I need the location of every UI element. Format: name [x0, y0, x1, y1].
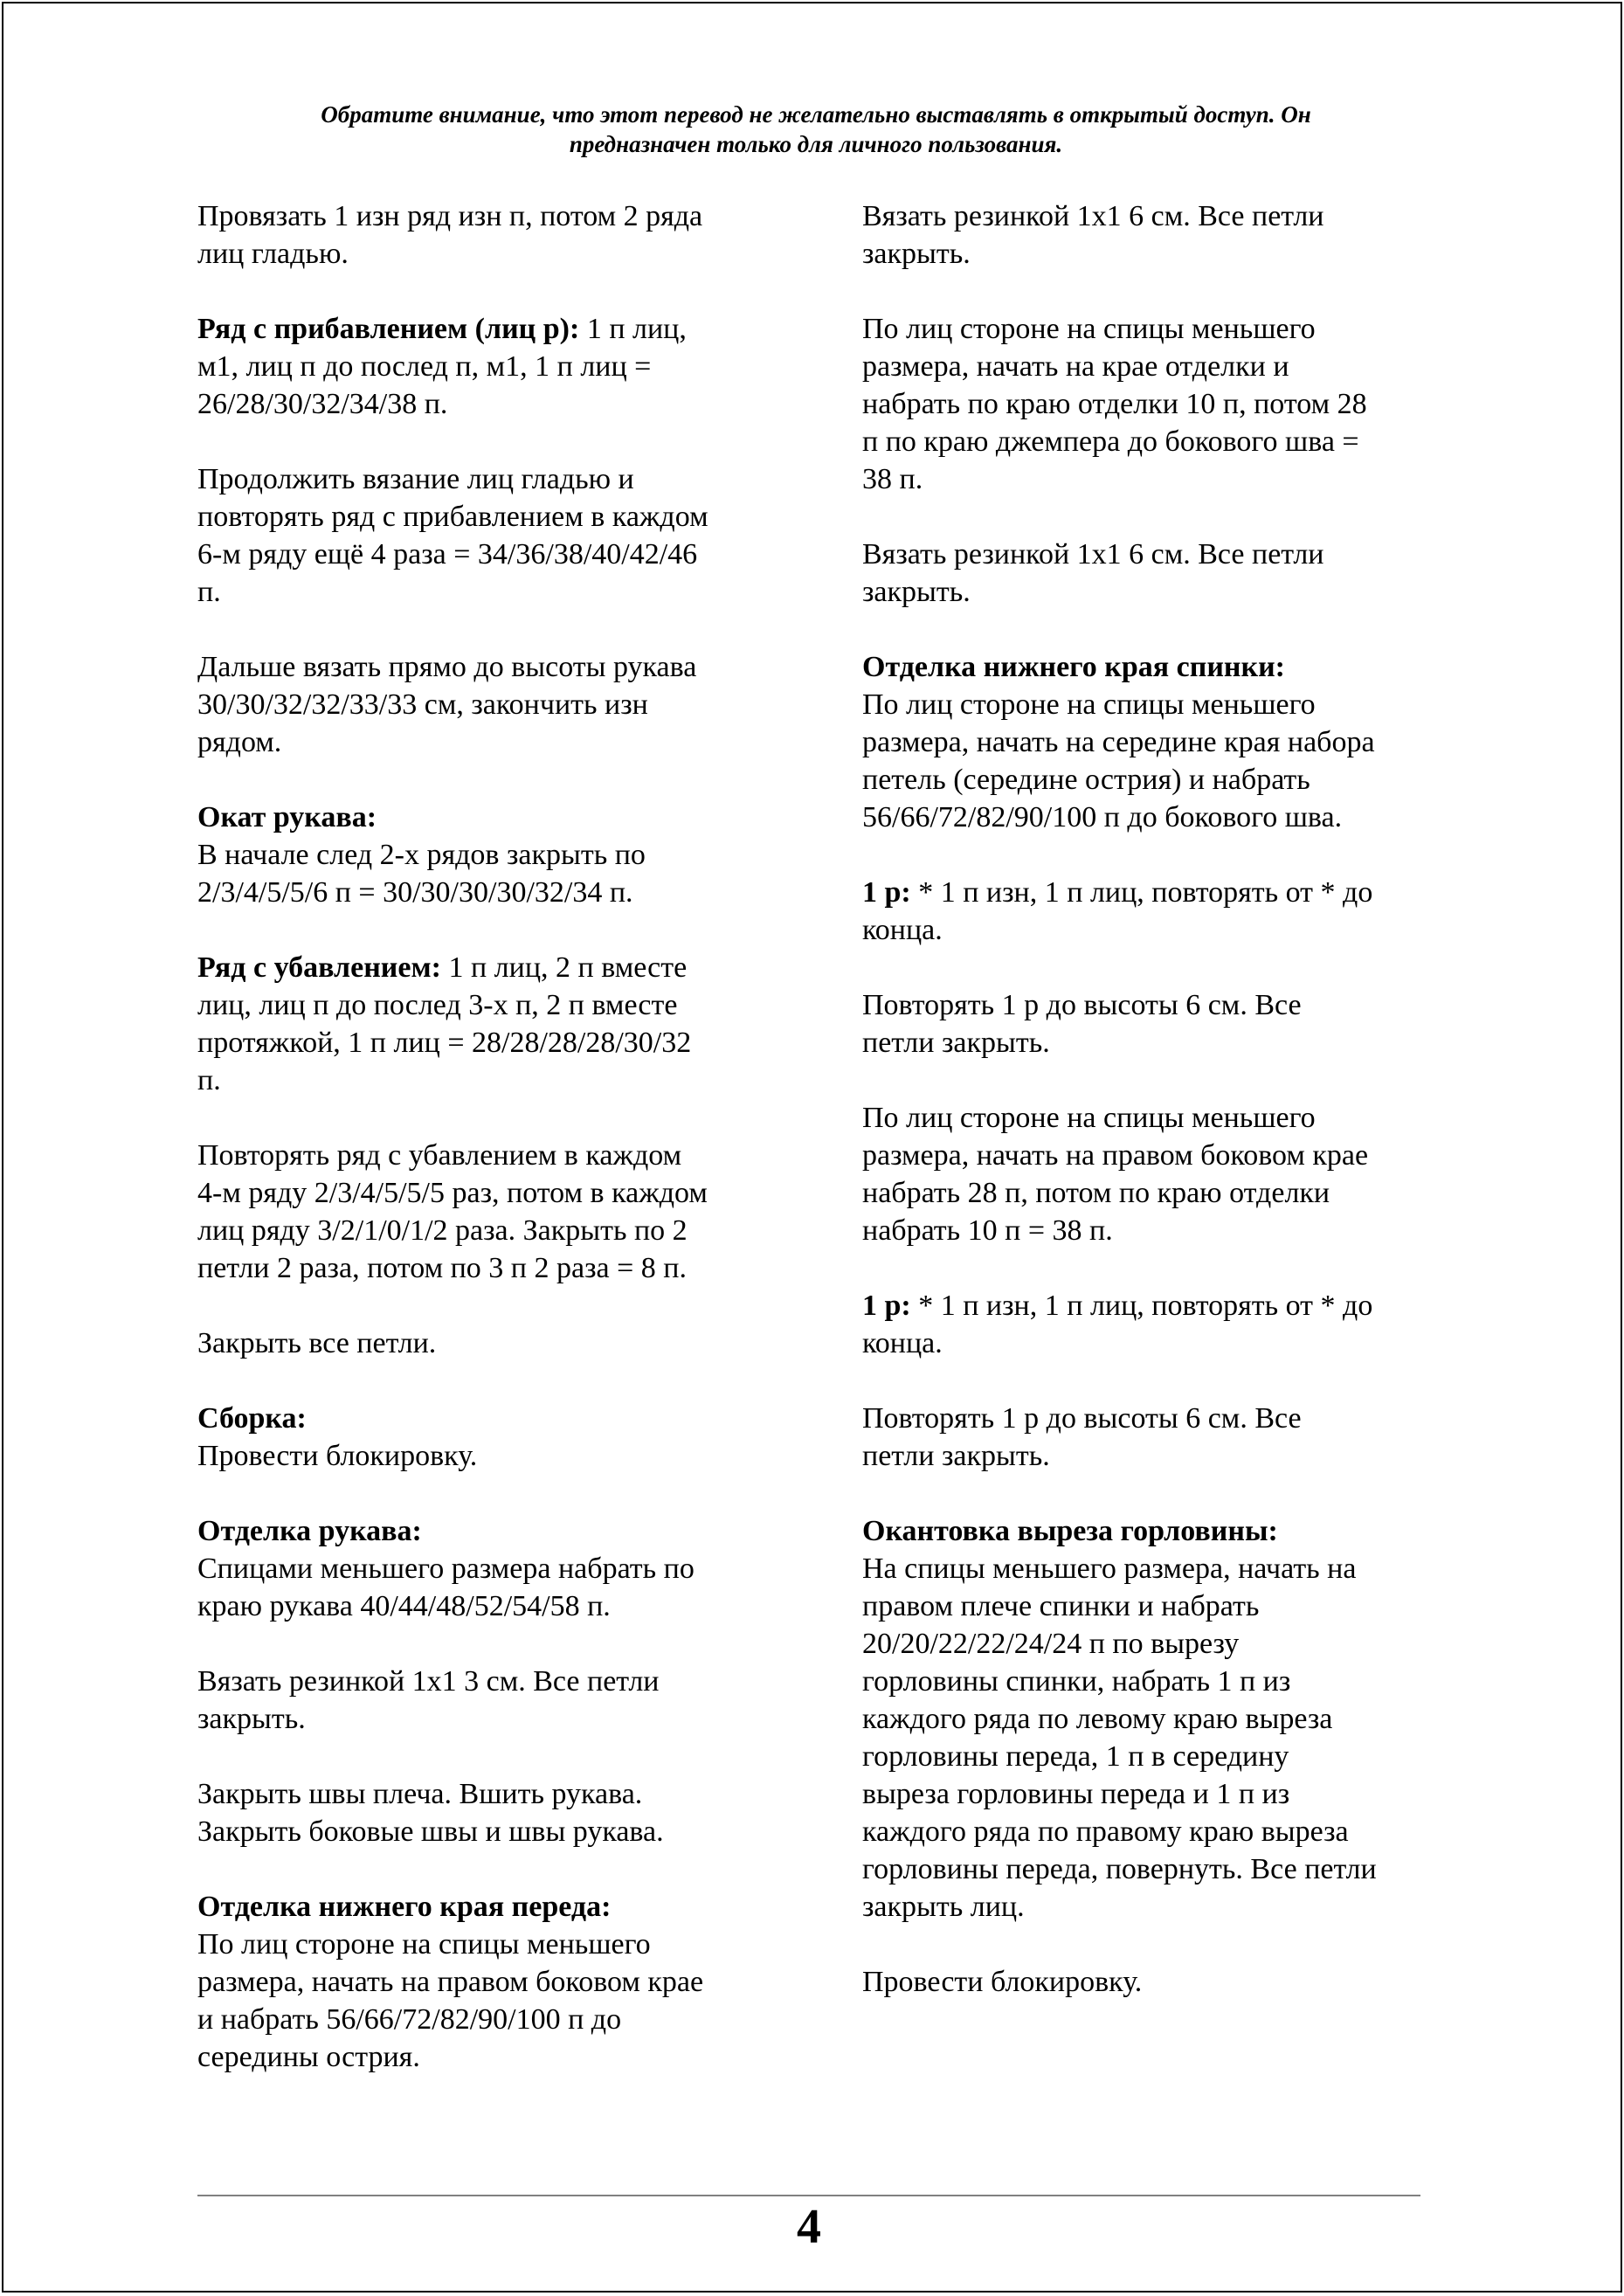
text-line	[197, 986, 783, 1024]
text-line	[862, 1775, 1439, 1813]
text-line	[197, 1062, 783, 1099]
line-text: 4-м ряду 2/3/4/5/5/5 раз, потом в каждом	[197, 1177, 708, 1209]
text-line	[862, 1400, 1439, 1437]
text-line	[197, 197, 783, 235]
line-text: В начале след 2-х рядов закрыть по	[197, 839, 646, 871]
notice-line: предназначен только для личного пользования.	[569, 131, 1063, 157]
text-line	[862, 1738, 1439, 1775]
line-text: и набрать 56/66/72/82/90/100 п до	[197, 2003, 622, 2036]
text-line	[862, 1437, 1439, 1475]
text-line	[197, 648, 783, 686]
line-text: На спицы меньшего размера, начать на	[862, 1553, 1357, 1585]
line-text: Закрыть боковые швы и швы рукава.	[197, 1815, 664, 1848]
text-line	[862, 1700, 1439, 1738]
text-line	[862, 1137, 1439, 1174]
line-text: * 1 п изн, 1 п лиц, повторять от * до	[910, 1290, 1373, 1322]
section-heading: Отделка нижнего края спинки:	[862, 651, 1286, 683]
text-line	[197, 2001, 783, 2038]
line-text: Провязать 1 изн ряд изн п, потом 2 ряда	[197, 200, 703, 232]
text-line	[197, 348, 783, 385]
text-line	[862, 235, 1439, 273]
page-number: 4	[797, 2200, 821, 2254]
line-text: Провести блокировку.	[862, 1966, 1143, 1998]
line-text: набрать 10 п = 38 п.	[862, 1214, 1113, 1247]
text-line	[862, 385, 1439, 423]
footer-divider	[197, 2195, 1420, 2196]
line-text: петли закрыть.	[862, 1027, 1050, 1059]
line-text: повторять ряд с прибавлением в каждом	[197, 501, 708, 533]
section-heading: Отделка рукава:	[197, 1515, 422, 1547]
text-line	[862, 874, 1439, 911]
text-line	[197, 1663, 783, 1700]
paragraph	[862, 1287, 1439, 1362]
paragraph	[197, 1324, 783, 1362]
text-line	[197, 1437, 783, 1475]
line-text: * 1 п изн, 1 п лиц, повторять от * до	[910, 876, 1373, 909]
line-text: правом плече спинки и набрать	[862, 1590, 1260, 1622]
text-line	[197, 536, 783, 573]
section-heading: Отделка нижнего края переда:	[197, 1891, 612, 1923]
line-text: Повторять 1 р до высоты 6 см. Все	[862, 989, 1302, 1021]
line-text: Вязать резинкой 1х1 3 см. Все петли	[197, 1665, 660, 1698]
line-text: м1, лиц п до послед п, м1, 1 п лиц =	[197, 350, 652, 383]
line-text: По лиц стороне на спицы меньшего	[862, 1102, 1316, 1134]
line-text: Повторять ряд с убавлением в каждом	[197, 1139, 682, 1172]
text-line	[862, 1550, 1439, 1587]
line-text: лиц, лиц п до послед 3-х п, 2 п вместе	[197, 989, 678, 1021]
text-line	[197, 460, 783, 498]
text-line	[197, 1324, 783, 1362]
text-line	[862, 1099, 1439, 1137]
line-text: лиц гладью.	[197, 238, 349, 270]
line-text: конца.	[862, 1327, 943, 1359]
line-text: выреза горловины переда и 1 п из	[862, 1778, 1290, 1810]
section-heading: Окат рукава:	[197, 801, 377, 833]
text-line	[862, 423, 1439, 460]
paragraph	[197, 1775, 783, 1850]
line-text: петли 2 раза, потом по 3 п 2 раза = 8 п.	[197, 1252, 687, 1284]
paragraph	[862, 197, 1439, 273]
text-line	[197, 1550, 783, 1587]
line-text: 2/3/4/5/5/6 п = 30/30/30/30/32/34 п.	[197, 876, 633, 909]
text-line	[197, 1587, 783, 1625]
line-text: рядом.	[197, 726, 282, 758]
line-text: Вязать резинкой 1х1 6 см. Все петли	[862, 200, 1324, 232]
text-line	[197, 1963, 783, 2001]
paragraph	[862, 1963, 1439, 2001]
line-text: петель (середине острия) и набрать	[862, 764, 1310, 796]
line-text: закрыть лиц.	[862, 1891, 1025, 1923]
line-text: горловины переда, повернуть. Все петли	[862, 1853, 1377, 1885]
text-line	[862, 348, 1439, 385]
text-line	[197, 310, 783, 348]
line-text: Повторять 1 р до высоты 6 см. Все	[862, 1402, 1302, 1435]
line-text: Закрыть все петли.	[197, 1327, 437, 1359]
line-text: размера, начать на правом боковом крае	[862, 1139, 1369, 1172]
text-line	[862, 799, 1439, 836]
paragraph	[197, 1663, 783, 1738]
paragraph	[197, 310, 783, 423]
line-text: Провести блокировку.	[197, 1440, 478, 1472]
paragraph	[862, 536, 1439, 611]
document-page	[2, 2, 1622, 2293]
paragraph	[197, 949, 783, 1099]
line-text: 26/28/30/32/34/38 п.	[197, 388, 448, 420]
notice-header	[178, 100, 1454, 159]
text-line	[197, 1700, 783, 1738]
line-text: 20/20/22/22/24/24 п по вырезу	[862, 1628, 1240, 1660]
text-line	[197, 686, 783, 723]
section-heading: Окантовка выреза горловины:	[862, 1515, 1278, 1547]
text-line	[862, 1024, 1439, 1062]
paragraph	[197, 1888, 783, 2076]
line-text: Дальше вязать прямо до высоты рукава	[197, 651, 697, 683]
text-line	[862, 536, 1439, 573]
text-line	[197, 235, 783, 273]
line-text: По лиц стороне на спицы меньшего	[197, 1928, 651, 1961]
paragraph	[862, 986, 1439, 1062]
line-text: Продолжить вязание лиц гладью и	[197, 463, 634, 495]
paragraph	[197, 1512, 783, 1625]
text-line	[197, 874, 783, 911]
text-line	[197, 1024, 783, 1062]
paragraph	[862, 1099, 1439, 1249]
text-line	[197, 1137, 783, 1174]
text-line	[197, 1926, 783, 1963]
line-text: лиц ряду 3/2/1/0/1/2 раза. Закрыть по 2	[197, 1214, 688, 1247]
text-line	[862, 310, 1439, 348]
line-text: набрать 28 п, потом по краю отделки	[862, 1177, 1330, 1209]
line-text: середины острия.	[197, 2041, 420, 2073]
text-line	[862, 1587, 1439, 1625]
paragraph	[862, 1400, 1439, 1475]
text-line	[862, 1663, 1439, 1700]
text-line	[862, 686, 1439, 723]
line-text: закрыть.	[862, 576, 971, 608]
text-line	[197, 1775, 783, 1813]
line-text: набрать по краю отделки 10 п, потом 28	[862, 388, 1367, 420]
line-text: конца.	[862, 914, 943, 946]
paragraph	[862, 1512, 1439, 1926]
notice-line: Обратите внимание, что этот перевод не желательно выставлять в открытый доступ. Он	[321, 101, 1311, 128]
text-line	[862, 1963, 1439, 2001]
line-text: горловины спинки, набрать 1 п из	[862, 1665, 1291, 1698]
line-text: размера, начать на правом боковом крае	[197, 1966, 704, 1998]
line-text: 56/66/72/82/90/100 п до бокового шва.	[862, 801, 1343, 833]
text-line	[862, 1888, 1439, 1926]
right-column	[862, 197, 1439, 2038]
line-text: горловины переда, 1 п в середину	[862, 1740, 1289, 1773]
text-line	[197, 2038, 783, 2076]
line-text: 1 п лиц,	[579, 313, 687, 345]
line-text: п.	[197, 1064, 221, 1096]
line-text: п.	[197, 576, 221, 608]
text-line	[197, 573, 783, 611]
line-text: размера, начать на середине края набора	[862, 726, 1375, 758]
left-column	[197, 197, 783, 2113]
text-line	[862, 1287, 1439, 1324]
line-text: Закрыть швы плеча. Вшить рукава.	[197, 1778, 643, 1810]
text-line	[862, 723, 1439, 761]
line-text: 6-м ряду ещё 4 раза = 34/36/38/40/42/46	[197, 538, 698, 571]
line-text: Спицами меньшего размера набрать по	[197, 1553, 695, 1585]
text-line	[197, 836, 783, 874]
line-text: 30/30/32/32/33/33 см, закончить изн	[197, 688, 648, 721]
text-line	[197, 949, 783, 986]
line-text: По лиц стороне на спицы меньшего	[862, 313, 1316, 345]
text-line	[862, 1212, 1439, 1249]
text-line	[862, 1625, 1439, 1663]
line-text: размера, начать на крае отделки и	[862, 350, 1289, 383]
line-text: каждого ряда по левому краю выреза	[862, 1703, 1333, 1735]
text-line	[862, 986, 1439, 1024]
text-line	[197, 723, 783, 761]
paragraph	[862, 874, 1439, 949]
text-line	[197, 385, 783, 423]
line-text: петли закрыть.	[862, 1440, 1050, 1472]
text-line	[197, 1174, 783, 1212]
text-line	[862, 1174, 1439, 1212]
text-line	[862, 1850, 1439, 1888]
inline-label: Ряд с убавлением:	[197, 951, 441, 984]
line-text: п по краю джемпера до бокового шва =	[862, 425, 1359, 458]
paragraph	[862, 648, 1439, 836]
paragraph	[862, 310, 1439, 498]
text-line	[197, 498, 783, 536]
line-text: 1 п лиц, 2 п вместе	[440, 951, 688, 984]
text-line	[862, 761, 1439, 799]
paragraph	[197, 1400, 783, 1475]
paragraph	[197, 460, 783, 611]
line-text: закрыть.	[197, 1703, 306, 1735]
line-text: Вязать резинкой 1х1 6 см. Все петли	[862, 538, 1324, 571]
line-text: закрыть.	[862, 238, 971, 270]
text-line	[862, 1324, 1439, 1362]
inline-label: 1 р:	[862, 876, 911, 909]
line-text: протяжкой, 1 п лиц = 28/28/28/28/30/32	[197, 1027, 692, 1059]
paragraph	[197, 648, 783, 761]
inline-label: Ряд с прибавлением (лиц р):	[197, 313, 580, 345]
paragraph	[197, 799, 783, 911]
inline-label: 1 р:	[862, 1290, 911, 1322]
text-line	[862, 573, 1439, 611]
text-line	[862, 911, 1439, 949]
paragraph	[197, 1137, 783, 1287]
text-line	[862, 460, 1439, 498]
line-text: 38 п.	[862, 463, 923, 495]
line-text: По лиц стороне на спицы меньшего	[862, 688, 1316, 721]
paragraph	[197, 197, 783, 273]
text-line	[197, 1813, 783, 1850]
line-text: краю рукава 40/44/48/52/54/58 п.	[197, 1590, 611, 1622]
text-line	[197, 1212, 783, 1249]
text-line	[197, 1249, 783, 1287]
text-line	[862, 1813, 1439, 1850]
line-text: каждого ряда по правому краю выреза	[862, 1815, 1349, 1848]
section-heading: Сборка:	[197, 1402, 307, 1435]
text-line	[862, 197, 1439, 235]
